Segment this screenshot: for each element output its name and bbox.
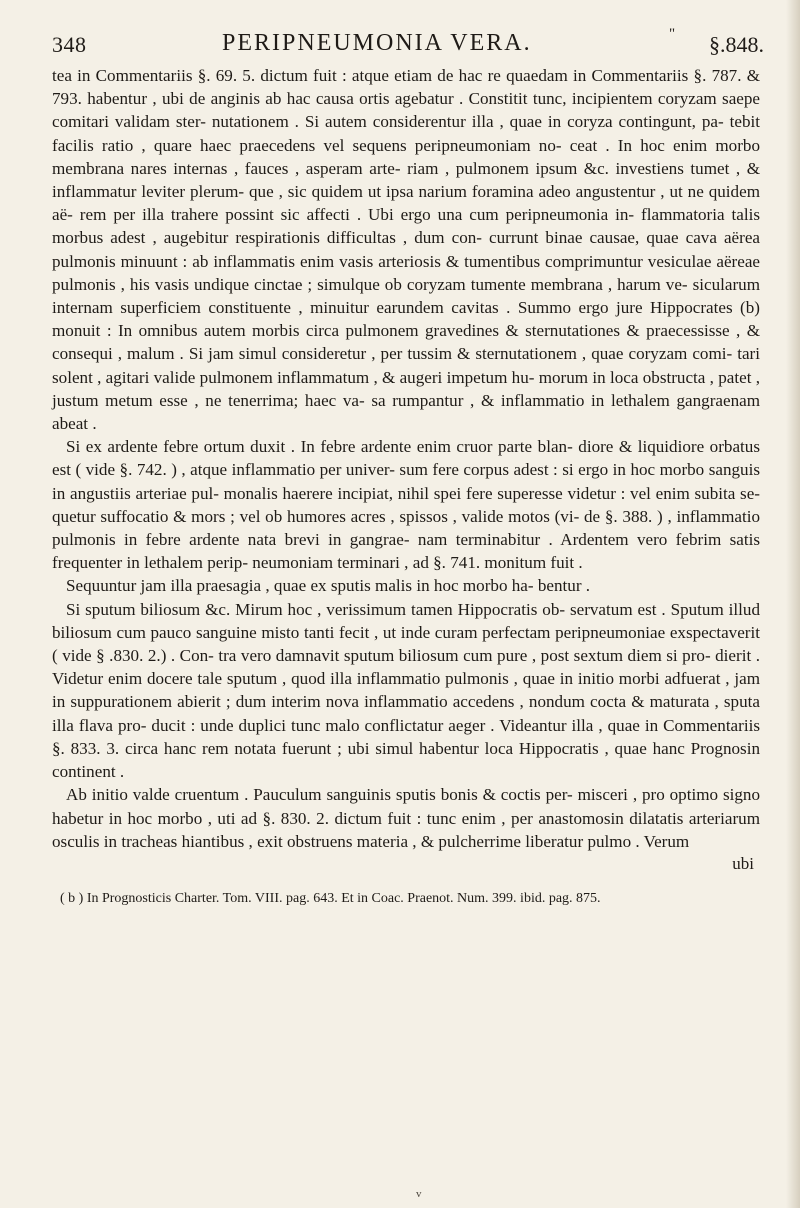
page-edge-shadow	[786, 0, 800, 1208]
bottom-mark: v	[416, 1188, 422, 1200]
catchword: ubi	[732, 853, 754, 873]
header-mark: "	[669, 26, 676, 42]
page-number: 348	[52, 32, 87, 57]
section-number: §.848.	[709, 32, 764, 57]
paragraph-1: tea in Commentariis §. 69. 5. dictum fuit : atque etiam de hac re quaedam in Commentariis §. 787. & 793. habentur , ubi de anginis ab hac causa ortis agebatur . Constitit tunc, incipientem coryzam saepe comitari validam ster- nutationem . Si autem considerentur illa , quae in coryza contingunt, pa- tebit facilis ratio , quare haec praecedens vel sequens peripneumoniam no- ceat . In hoc enim morbo membrana nares internas , fauces , asperam arte- riam , pulmonem ipsum &c. investiens tumet , & inflammatur leviter plerum- que , sic quidem ut ipsa narium foramina adeo angustentur , ut ne quidem aë- rem per illa trahere possint sic affecti . Ubi ergo una cum peripneumonia in- flammatoria talis morbus adest , augebitur respirationis difficultas , dum con- currunt binae causae, quae cava aërea pulmonis minuunt : ab inflammatis enim vasis arteriosis & tumentibus comprimuntur vesiculae aëreae pulmonis , his vasis undique cinctae ; simulque ob coryzam tumente membrana , harum ve- sicularum internam superficiem constituente , minuitur earundem cavitas . Summo ergo jure Hippocrates (b) monuit : In omnibus autem morbis circa pulmonem gravedines & sternutationes & praecessisse , & consequi , malum . Si jam simul consideretur , per tussim & sternutationem , quae coryzam comi- tari solent , agitari valide pulmonem inflammatum , & augeri impetum hu- morum in loca obstructa , patet , justum metum esse , ne tenerrima; haec va- sa rumpantur , & inflammatio in lethalem gangraenam abeat .	[52, 66, 760, 434]
paragraph-3: Sequuntur jam illa praesagia , quae ex sputis malis in hoc morbo ha- bentur .	[66, 576, 591, 596]
running-title: PERIPNEUMONIA VERA.	[222, 30, 532, 56]
running-header	[52, 20, 764, 64]
body-text	[52, 64, 760, 853]
paragraph-5: Ab initio valde cruentum . Pauculum sanguinis sputis bonis & coctis per- misceri , pro optimo signo habetur in hoc morbo , uti ad §. 830. 2. dictum fuit : tunc enim , per anastomosin dilatatis arteriarum osculis in tracheas hiantibus , exit obstruens materia , & pulcherrime liberatur pulmo . Verum	[52, 785, 760, 851]
footnote: ( b ) In Prognosticis Charter. Tom. VIII. pag. 643. Et in Coac. Praenot. Num. 399. ibid. pag. 875.	[60, 890, 601, 906]
paragraph-2: Si ex ardente febre ortum duxit . In febre ardente enim cruor parte blan- diore & liquidiore orbatus est ( vide §. 742. ) , atque inflammatio per univer- sum fere corpus adest : si ergo in hoc morbo sanguis in angustiis arteriae pul- monalis haerere incipiat, nihil spei fere superesse videtur : vel enim subita se- quetur suffocatio & mors ; vel ob humores acres , spissos , valide motos (vi- de §. 388. ) , inflammatio pulmonis in febre ardente nata brevi in gangrae- nam terminabitur . Ardentem vero febrim satis frequenter in lethalem perip- neumoniam terminari , ad §. 741. monitum fuit .	[52, 437, 760, 573]
paragraph-4: Si sputum biliosum &c. Mirum hoc , verissimum tamen Hippocratis ob- servatum est . Sputum illud biliosum cum pauco sanguine misto tanti fecit , ut inde curam perfectam peripneumoniae exspectaverit ( vide § .830. 2.) . Con- tra vero damnavit sputum biliosum cum pure , post sextum diem si pro- dierit . Videtur enim docere tale sputum , quod illa inflammatio pulmonis , quae in initio morbi adfuerat , jam in suppurationem abierit ; dum interim nova inflammatio accedens , nondum cocta & maturata , sputa illa flava pro- ducit : unde duplici tunc malo conflictatur aeger . Videantur illa , quae in Commentariis §. 833. 3. circa hanc rem notata fuerunt ; ubi simul habentur loca Hippocratis , quae hanc Prognosin continent .	[52, 599, 760, 782]
